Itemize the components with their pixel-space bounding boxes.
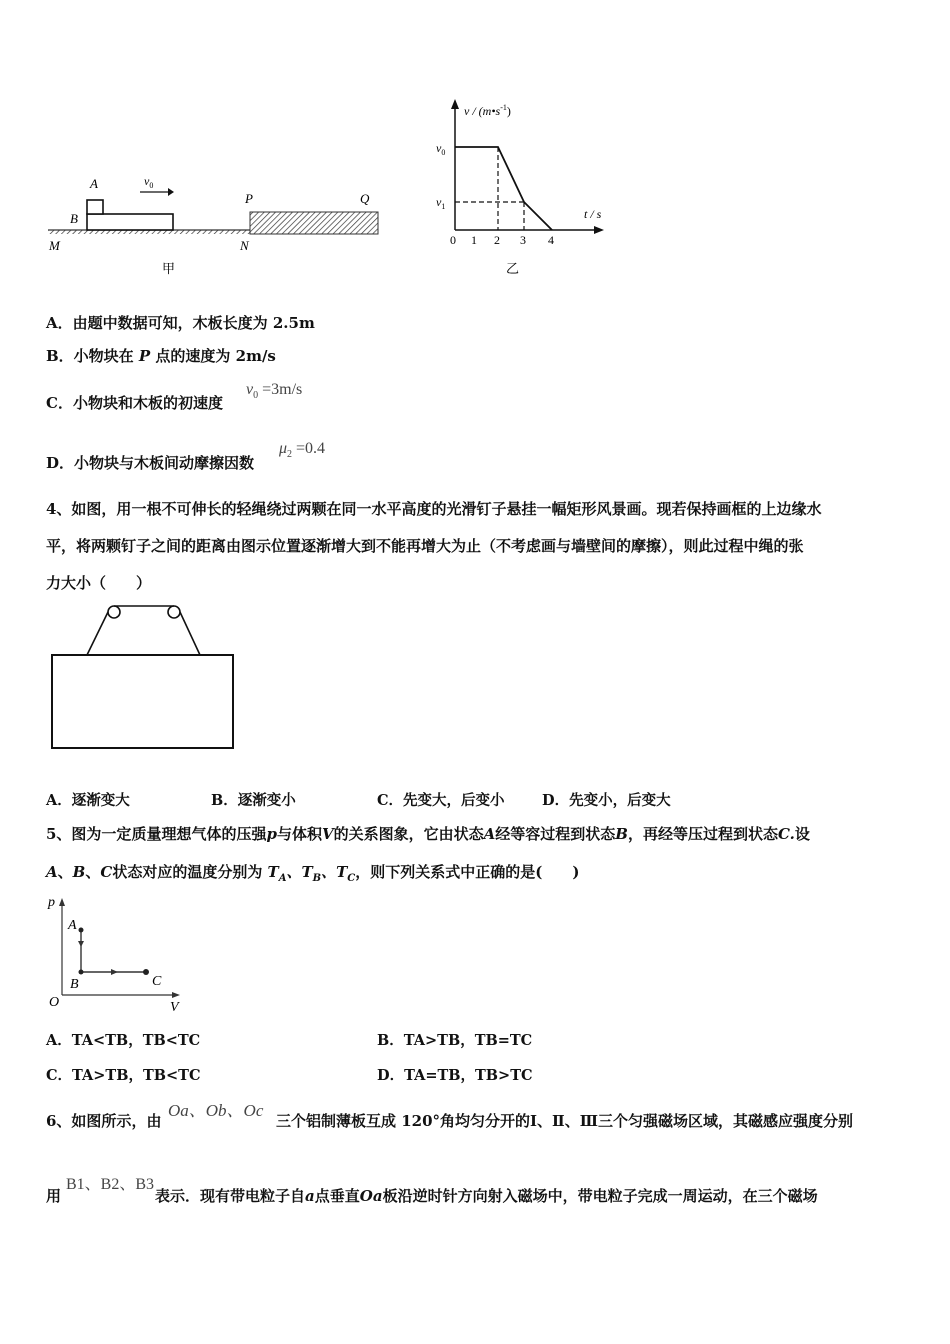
label-n: N <box>240 238 249 253</box>
q4-line-1: 4、如图，用一根不可伸长的轻绳绕过两颗在同一水平高度的光滑钉子悬挂一幅矩形风景画。现若保持画框的上边缘水 <box>46 500 822 518</box>
label-q: Q <box>360 191 370 206</box>
q4-option-d: D．先变小，后变大 <box>542 792 671 809</box>
block-a <box>87 200 103 214</box>
x-tick-0: 0 <box>450 233 456 247</box>
q5-line-1: 5、图为一定质量理想气体的压强p与体积V的关系图象，它由状态A经等容过程到状态B，再经等压过程到状态C.设 <box>46 825 810 843</box>
label-b: B <box>70 211 78 226</box>
q3-option-b: B．小物块在 P 点的速度为 2m/s <box>46 347 276 365</box>
q5-option-b: B．TA>TB，TB=TC <box>377 1032 533 1049</box>
point-a <box>79 928 84 933</box>
y-tick-v1: $v_1$ <box>436 195 446 211</box>
graph-label-p: p <box>48 895 55 910</box>
q6-line-2-rest: 表示．现有带电粒子自a点垂直Oa板沿逆时针方向射入磁场中，带电粒子完成一周运动，在三个磁场 <box>155 1187 818 1205</box>
q4-option-b: B．逐渐变小 <box>211 792 296 809</box>
q5-pv-graph <box>44 890 194 1015</box>
vt-line <box>455 147 552 230</box>
q6-line-2-start: 用 <box>46 1187 62 1205</box>
label-v0: $v_0$ <box>144 174 154 190</box>
rope-left <box>87 612 108 655</box>
q3-option-a: A．由题中数据可知，木板长度为 2.5m <box>46 314 315 332</box>
graph-label-b: B <box>70 977 79 992</box>
q5-line-2: A、B、C状态对应的温度分别为 $T_A$、$T_B$、$T_C$，则下列关系式中正确的是( ) <box>46 863 580 884</box>
figure-yi <box>428 95 628 285</box>
rough-surface-pq <box>250 212 378 234</box>
picture-frame <box>52 655 233 748</box>
q6-line-1-rest: 三个铝制薄板互成 120°角均匀分开的Ⅰ、Ⅱ、Ⅲ三个匀强磁场区域，其磁感应强度分别 <box>276 1112 853 1130</box>
x-tick-3: 3 <box>520 233 526 247</box>
q4-line-2: 平，将两颗钉子之间的距离由图示位置逐渐增大到不能再增大为止（不考虑画与墙壁间的摩擦），则此过程中绳的张 <box>46 537 804 555</box>
label-m: M <box>49 238 60 253</box>
graph-label-o: O <box>49 995 60 1010</box>
q4-option-a: A．逐渐变大 <box>46 792 130 809</box>
q5-option-c: C．TA>TB，TB<TC <box>46 1067 201 1084</box>
q6-line-1-start: 6、如图所示，由 <box>46 1112 162 1130</box>
q5-option-d: D．TA=TB，TB>TC <box>377 1067 533 1084</box>
y-axis-label: v / $(m•s^{-1})$ <box>464 103 511 118</box>
q6-line-1-math: Oa、Ob、Oc <box>168 1101 264 1120</box>
nail-right <box>168 606 180 618</box>
q5-option-a: A．TA<TB，TB<TC <box>46 1032 201 1049</box>
x-tick-4: 4 <box>548 233 554 247</box>
graph-label-c: C <box>152 974 162 989</box>
point-c <box>143 969 149 975</box>
q3-option-c-math: $v_0 =3m/s$ <box>246 381 303 402</box>
graph-label-a: A <box>68 918 77 933</box>
y-tick-v0: $v_0$ <box>436 141 446 157</box>
q3-option-d-math: $\mu_2 =0.4$ <box>279 440 326 461</box>
q3-option-d: D．小物块与木板间动摩擦因数 <box>46 454 255 472</box>
x-tick-2: 2 <box>494 233 500 247</box>
x-tick-1: 1 <box>471 233 477 247</box>
q3-option-c: C．小物块和木板的初速度 <box>46 394 223 412</box>
figure-jia <box>40 170 390 280</box>
nail-left <box>108 606 120 618</box>
caption-yi: 乙 <box>506 261 520 276</box>
x-axis-label: t / s <box>584 207 602 221</box>
board-b <box>87 214 173 230</box>
caption-jia: 甲 <box>162 261 176 276</box>
label-a: A <box>90 176 98 191</box>
rope-right <box>180 612 200 655</box>
q4-picture-frame-figure <box>44 600 244 755</box>
q6-line-2-math: B1、B2、B3 <box>66 1176 155 1193</box>
graph-label-v: V <box>170 1000 179 1015</box>
q4-line-3: 力大小（ ） <box>46 574 152 592</box>
q4-option-c: C．先变大，后变小 <box>377 792 505 809</box>
point-b <box>79 970 84 975</box>
label-p: P <box>245 191 253 206</box>
